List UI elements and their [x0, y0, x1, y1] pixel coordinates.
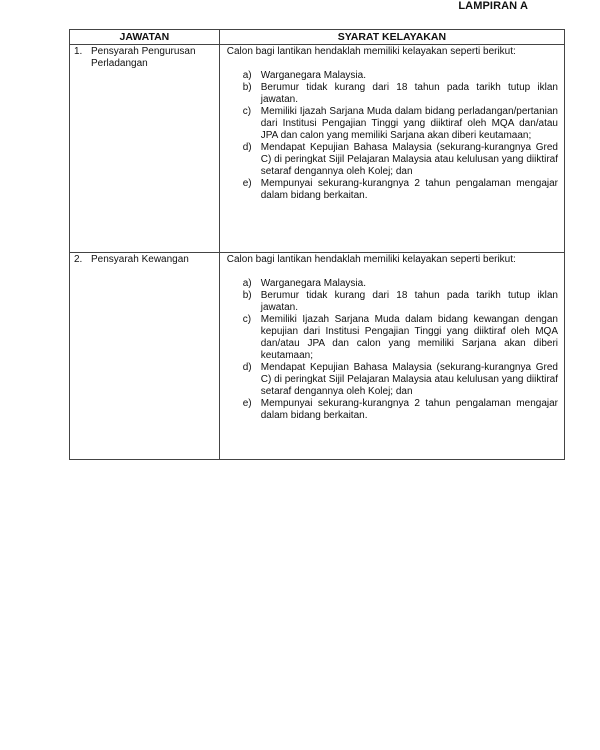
- position-cell: [70, 45, 220, 253]
- criteria-item: [243, 362, 558, 398]
- criteria-text: Warganegara Malaysia.: [260, 70, 366, 81]
- criteria-text: Memiliki Ijazah Sarjana Muda dalam bidang kewangan dengan kepujian dari Institusi Pengajian Tinggi yang diiktiraf oleh MQA dan/atau JPA dan calon yang memiliki Sarjana akan diberi keutamaan;: [260, 314, 558, 361]
- column-header-jawatan: JAWATAN: [70, 30, 220, 45]
- column-header-syarat: SYARAT KELAYAKAN: [219, 30, 564, 45]
- criteria-text: Mendapat Kepujian Bahasa Malaysia (sekurang-kurangnya Gred C) di peringkat Sijil Pelajaran Malaysia atau kelulusan yang diiktiraf setaraf dengannya oleh Kolej; dan: [260, 142, 558, 177]
- criteria-list: [227, 70, 558, 202]
- criteria-item: [243, 142, 558, 178]
- criteria-text: Mendapat Kepujian Bahasa Malaysia (sekurang-kurangnya Gred C) di peringkat Sijil Pelajaran Malaysia atau kelulusan yang diiktiraf setaraf dengannya oleh Kolej; dan: [260, 362, 558, 397]
- requirements-intro: Calon bagi lantikan hendaklah memiliki kelayakan seperti berikut:: [226, 254, 516, 265]
- criteria-item: [243, 314, 558, 362]
- criteria-label: d): [242, 142, 252, 153]
- criteria-label: e): [242, 398, 252, 409]
- criteria-text: Mempunyai sekurang-kurangnya 2 tahun pengalaman mengajar dalam bidang berkaitan.: [260, 398, 558, 421]
- criteria-item: [243, 178, 558, 202]
- criteria-text: Warganegara Malaysia.: [260, 278, 366, 289]
- criteria-item: [243, 290, 558, 314]
- requirements-intro: Calon bagi lantikan hendaklah memiliki kelayakan seperti berikut:: [226, 46, 516, 57]
- criteria-item: [243, 70, 558, 82]
- criteria-item: [243, 106, 558, 142]
- criteria-list: [227, 278, 558, 422]
- appendix-label: LAMPIRAN A: [458, 0, 528, 12]
- position-number: 1.: [74, 46, 83, 57]
- criteria-text: Berumur tidak kurang dari 18 tahun pada tarikh tutup iklan jawatan.: [260, 290, 558, 313]
- position-cell: [70, 253, 220, 460]
- table-row: [70, 253, 565, 460]
- criteria-label: e): [242, 178, 252, 189]
- position-title: Pensyarah Pengurusan Perladangan: [91, 46, 196, 69]
- criteria-text: Mempunyai sekurang-kurangnya 2 tahun pengalaman mengajar dalam bidang berkaitan.: [260, 178, 558, 201]
- requirements-cell: [219, 253, 564, 460]
- table-header-row: [70, 30, 565, 45]
- table-row: [70, 45, 565, 253]
- position-number: 2.: [74, 254, 83, 265]
- requirements-table: [69, 29, 565, 460]
- criteria-label: c): [242, 106, 252, 117]
- criteria-label: b): [242, 290, 252, 301]
- criteria-label: a): [242, 278, 252, 289]
- criteria-text: Memiliki Ijazah Sarjana Muda dalam bidang perladangan/pertanian dari Institusi Pengajian Tinggi yang diiktiraf oleh MQA dan/atau JPA dan calon yang memiliki Sarjana akan diberi keutamaan;: [260, 106, 558, 141]
- criteria-label: b): [242, 82, 252, 93]
- criteria-item: [243, 398, 558, 422]
- criteria-item: [243, 82, 558, 106]
- criteria-text: Berumur tidak kurang dari 18 tahun pada tarikh tutup iklan jawatan.: [260, 82, 558, 105]
- criteria-label: c): [242, 314, 252, 325]
- criteria-item: [243, 278, 558, 290]
- requirements-cell: [219, 45, 564, 253]
- criteria-label: a): [242, 70, 252, 81]
- criteria-label: d): [242, 362, 252, 373]
- position-title: Pensyarah Kewangan: [91, 254, 189, 265]
